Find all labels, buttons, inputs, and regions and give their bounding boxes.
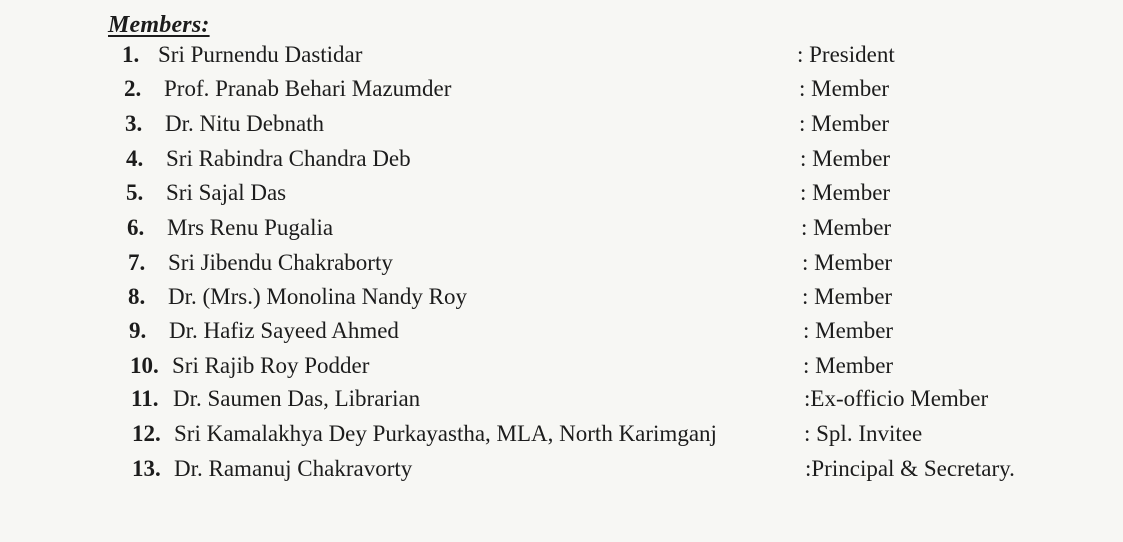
member-name: Sri Purnendu Dastidar bbox=[158, 42, 363, 67]
member-role: : Member bbox=[801, 215, 892, 240]
member-row bbox=[0, 248, 1123, 278]
member-role: : Member bbox=[802, 284, 893, 309]
member-name: Mrs Renu Pugalia bbox=[167, 215, 334, 240]
member-row bbox=[0, 178, 1123, 208]
member-row bbox=[0, 351, 1123, 381]
member-row bbox=[0, 109, 1123, 139]
member-name: Sri Rajib Roy Podder bbox=[172, 353, 370, 378]
member-name: Dr. (Mrs.) Monolina Nandy Roy bbox=[168, 284, 467, 309]
member-role: : Member bbox=[799, 111, 890, 136]
member-role: : Member bbox=[800, 146, 891, 171]
member-name: Sri Sajal Das bbox=[166, 180, 287, 205]
member-number: 1. bbox=[122, 42, 140, 67]
member-number: 5. bbox=[126, 180, 144, 205]
member-name: Sri Jibendu Chakraborty bbox=[168, 250, 393, 275]
member-row bbox=[0, 144, 1123, 174]
member-row bbox=[0, 454, 1123, 484]
member-role: : Member bbox=[803, 318, 894, 343]
member-number: 7. bbox=[128, 250, 146, 275]
member-row bbox=[0, 384, 1123, 414]
member-row bbox=[0, 282, 1123, 312]
member-name: Dr. Hafiz Sayeed Ahmed bbox=[169, 318, 399, 343]
member-name: Prof. Pranab Behari Mazumder bbox=[164, 76, 452, 101]
member-name: Dr. Nitu Debnath bbox=[165, 111, 325, 136]
member-name: Dr. Saumen Das, Librarian bbox=[173, 386, 421, 411]
member-role: : Spl. Invitee bbox=[804, 421, 923, 446]
member-row bbox=[0, 74, 1123, 104]
member-name: Sri Kamalakhya Dey Purkayastha, MLA, North Karimganj bbox=[174, 421, 717, 446]
member-number: 13. bbox=[132, 456, 161, 481]
member-number: 12. bbox=[132, 421, 161, 446]
member-role: : Member bbox=[803, 353, 894, 378]
member-number: 6. bbox=[127, 215, 145, 240]
member-number: 2. bbox=[124, 76, 142, 101]
member-name: Dr. Ramanuj Chakravorty bbox=[174, 456, 413, 481]
member-role: : Member bbox=[799, 76, 890, 101]
member-number: 11. bbox=[131, 386, 159, 411]
member-name: Sri Rabindra Chandra Deb bbox=[166, 146, 411, 171]
member-row bbox=[0, 316, 1123, 346]
member-role: :Principal & Secretary. bbox=[805, 456, 1015, 481]
member-number: 9. bbox=[129, 318, 147, 343]
member-number: 10. bbox=[130, 353, 159, 378]
member-role: : President bbox=[797, 42, 895, 67]
member-row bbox=[0, 40, 1123, 70]
member-number: 4. bbox=[126, 146, 144, 171]
members-heading: Members: bbox=[108, 12, 210, 38]
member-row bbox=[0, 213, 1123, 243]
member-role: : Member bbox=[800, 180, 891, 205]
member-role: : Member bbox=[802, 250, 893, 275]
member-role: :Ex-officio Member bbox=[804, 386, 989, 411]
member-number: 3. bbox=[125, 111, 143, 136]
member-number: 8. bbox=[128, 284, 146, 309]
member-row bbox=[0, 419, 1123, 449]
